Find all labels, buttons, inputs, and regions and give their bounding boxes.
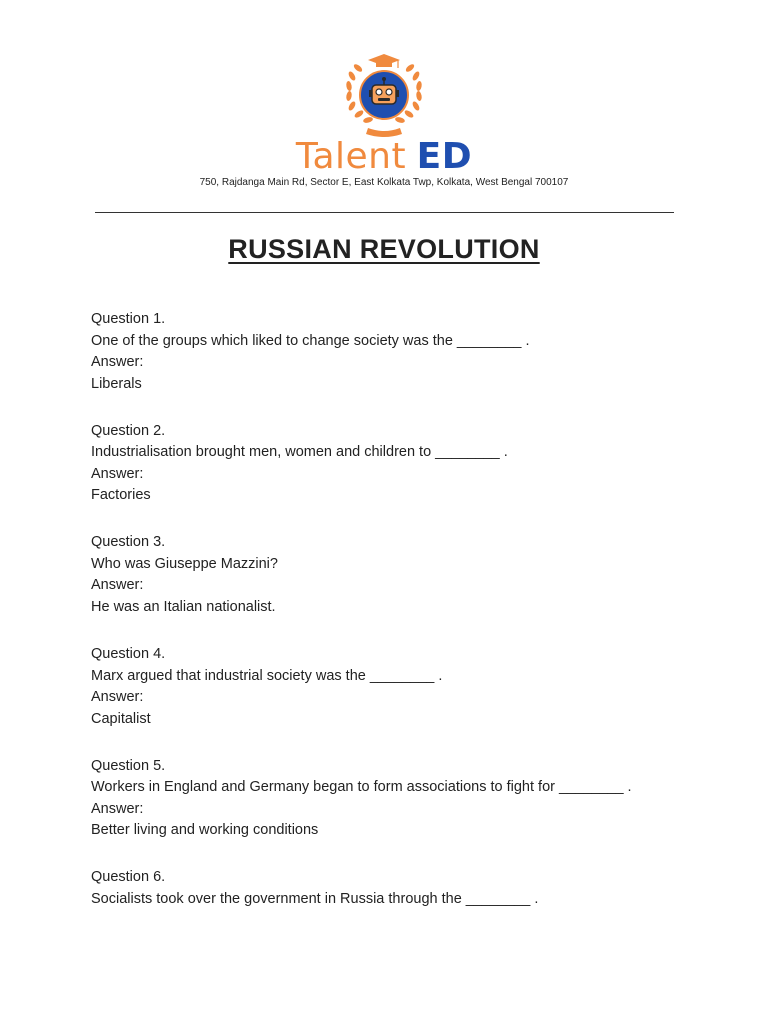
brand-logotype <box>0 134 768 179</box>
question-text: Who was Giuseppe Mazzini? <box>91 555 278 572</box>
question-label: Question 1. <box>91 311 166 327</box>
answer-text: Capitalist <box>91 710 151 727</box>
answer-text: Better living and working conditions <box>91 822 319 839</box>
answer-label: Answer: <box>91 577 144 594</box>
question-item <box>91 756 691 868</box>
question-item <box>91 421 691 533</box>
page-title <box>0 234 768 265</box>
answer-label: Answer: <box>91 465 144 482</box>
answer-label: Answer: <box>91 800 144 817</box>
header <box>0 0 768 200</box>
question-text: Socialists took over the government in Russia through the ________ . <box>91 890 539 907</box>
address: 750, Rajdanga Main Rd, Sector E, East Kolkata Twp, Kolkata, West Bengal 700107 <box>199 177 569 188</box>
question-text: One of the groups which liked to change society was the ________ . <box>91 332 530 349</box>
header-divider <box>95 212 674 213</box>
question-label: Question 5. <box>91 757 166 774</box>
answer-label: Answer: <box>91 689 144 706</box>
question-text: Industrialisation brought men, women and children to ________ . <box>91 444 508 461</box>
question-label: Question 3. <box>91 534 166 551</box>
answer-text: Factories <box>91 487 151 504</box>
question-item <box>91 644 691 756</box>
question-item <box>91 867 691 979</box>
brand-talent: Talent <box>295 136 407 177</box>
answer-text: He was an Italian nationalist. <box>91 598 276 615</box>
question-text: Workers in England and Germany began to form associations to fight for ________ . <box>91 779 632 796</box>
question-list <box>91 309 691 979</box>
answer-text: Liberals <box>91 375 142 392</box>
answer-label: Answer: <box>91 354 144 370</box>
question-text: Marx argued that industrial society was the ________ . <box>91 667 443 684</box>
question-label: Question 2. <box>91 422 166 439</box>
question-item <box>91 309 691 421</box>
page-title-text: RUSSIAN REVOLUTION <box>228 234 540 264</box>
question-item <box>91 532 691 644</box>
question-label: Question 6. <box>91 869 166 886</box>
question-label: Question 4. <box>91 646 166 663</box>
logo-icon <box>338 48 430 140</box>
brand-ed: ED <box>416 136 473 177</box>
